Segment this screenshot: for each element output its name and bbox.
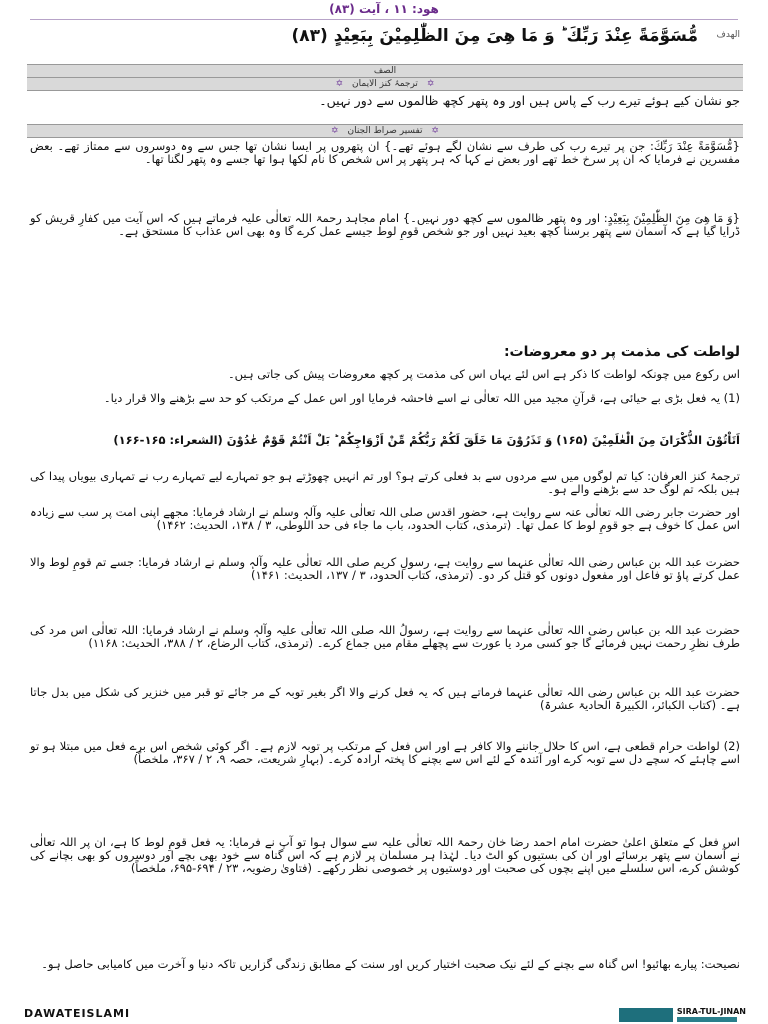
translation-text: جو نشان کیے ہوئے تیرے رب کے پاس ہیں اور وہ پتھر کچھ ظالموں سے دور نہیں۔ <box>319 93 740 108</box>
top-rule <box>30 19 738 20</box>
star-icon: ✡ <box>335 79 344 89</box>
band-tafseer <box>27 124 743 138</box>
section-heading: لواطت کی مذمت پر دو معروضات: <box>503 344 740 360</box>
surah-ayah-ref: ھود: ۱۱ ، آیت (۸۳) <box>329 2 439 16</box>
tafseer-para-7: نصیحت: پیارے بھائیو! اس گناہ سے بچنے کے لئے نیک صحبت اختیار کریں اور سنت کے مطابق زندگی گزاریں تاکہ دنیا و آخرت میں کامیابی حاصل ہو۔ <box>41 957 740 971</box>
tafseer-para-6: اس فعل کے متعلق اعلیٰ حضرت امام احمد رضا خان رحمۃ اللہ تعالٰی علیہ سے سوال ہوا تو آپ نے فرمایا: یہ فعل قومِ لوط کا ہے، ان پر اللہ تعالٰی نے آسمان سے پتھر برسائے اور ان کی بستیوں کو الٹ دیا۔ لہٰذا ہر مسلمان پر لازم ہے کہ اس گناہ سے خود بھی بچے اور دوسروں کو بھی بچانے کی کوشش کرے، اس سلسلے میں اپنے بچوں کی صحبت اور دوستیوں پر خصوصی نظر رکھے۔ (فتاویٰ رضویہ، ۲۳ / ۶۹۴-۶۹۵، ملخصاً) <box>30 835 740 875</box>
star-icon: ✡ <box>331 126 339 136</box>
sirat-ul-jinan-logo <box>619 1007 746 1022</box>
tafseer-para-3: اس رکوع میں چونکہ لواطت کا ذکر ہے اس لئے یہاں اس کی مذمت پر کچھ معروضات پیش کی جاتی ہیں۔ <box>227 367 740 381</box>
hadith-4: حضرت عبد اللہ بن عباس رضی اللہ تعالٰی عنہما فرماتے ہیں کہ یہ فعل کرنے والا اگر بغیر توبہ کے مر جائے تو قبر میں خنزیر کی شکل میں بدل جاتا ہے۔ (کتاب الکبائر، الکبیرۃ الحادیۃ عشرۃ) <box>30 685 740 712</box>
hadith-3: حضرت عبد اللہ بن عباس رضی اللہ تعالٰی عنہما سے روایت ہے، رسولُ اللہ صلی اللہ تعالٰی علیہ وآلہٖ وسلم نے ارشاد فرمایا: اللہ تعالٰی اس مرد کی طرف نظرِ رحمت نہیں فرمائے گا جو کسی مرد یا عورت سے پچھلے مقام میں جماع کرے۔ (ترمذی، کتاب الرضاع، ۲ / ۳۸۸، الحدیث: ۱۱۶۸) <box>30 623 740 650</box>
star-icon: ✡ <box>431 126 439 136</box>
tafseer-para-4: (1) یہ فعل بڑی بے حیائی ہے، قرآنِ مجید میں اللہ تعالٰی نے اسے فاحشہ فرمایا اور اس عمل کے مرتکب کو حد سے بڑھنے والا قرار دیا۔ <box>103 391 740 405</box>
quran-quote: اَتَاْتُوْنَ الذُّكْرَانَ مِنَ الْعٰلَمِیْنَ (۱۶۵) وَ تَذَرُوْنَ مَا خَلَقَ لَكُمْ رَبُّكُمْ مِّنْ اَزْوَاجِكُمْ ؕ بَلْ اَنْتُمْ قَوْمٌ عٰدُوْنَ (الشعراء: ۱۶۵-۱۶۶) <box>113 433 740 447</box>
logo-text: SIRA-TUL-JINAN <box>676 1007 746 1016</box>
tafseer-para-5: (2) لواطت حرام قطعی ہے، اس کا حلال جاننے والا کافر ہے اور اس فعل کے مرتکب پر توبہ لازم ہے۔ اگر کوئی شخص اس برے فعل میں مبتلا ہو تو اسے چاہئے کہ سچے دل سے توبہ کرے اور آئندہ کے لئے اس سے بچنے کا پختہ ارادہ کرے۔ (بہارِ شریعت، حصہ ۹، ۲ / ۳۶۷، ملخصاً) <box>30 739 740 766</box>
hadith-1: اور حضرت جابر رضی اللہ تعالٰی عنہ سے روایت ہے، حضور اقدس صلی اللہ تعالٰی علیہ وآلہٖ وسلم نے ارشاد فرمایا: مجھے اپنی امت پر سب سے زیادہ اس عمل کا خوف ہے جو قومِ لوط کا عمل تھا۔ (ترمذی، کتاب الحدود، باب ما جاء فی حد اللوطی، ۳ / ۱۳۸، الحدیث: ۱۴۶۲) <box>30 505 740 532</box>
hadith-2: حضرت عبد اللہ بن عباس رضی اللہ تعالٰی عنہما سے روایت ہے، رسولِ کریم صلی اللہ تعالٰی علیہ وآلہٖ وسلم نے ارشاد فرمایا: جسے تم قومِ لوط والا عمل کرتے پاؤ تو فاعل اور مفعول دونوں کو قتل کر دو۔ (ترمذی، کتاب الحدود، ۳ / ۱۳۷، الحدیث: ۱۴۶۱) <box>30 555 740 582</box>
ayah-tag: الهدف <box>716 30 740 40</box>
ayah-arabic: مُّسَوَّمَةً عِنْدَ رَبِّكَ ؕ وَ مَا هِیَ مِنَ الظّٰلِمِیْنَ بِبَعِیْدٍ (۸۳) <box>291 26 698 46</box>
quran-translation: ترجمۂ کنز العرفان: کیا تم لوگوں میں سے مردوں سے بد فعلی کرتے ہو؟ اور تم انہیں چھوڑتے ہو جو تمہارے لیے تمہارے رب نے تمہاری بیویاں پیدا کی ہیں بلکہ تم لوگ حد سے بڑھنے والے ہو۔ <box>30 469 740 496</box>
band-tafseer-text: تفسیر صراط الجنان <box>347 126 423 136</box>
logo-underline <box>677 1017 737 1022</box>
band-title-text: الصف <box>373 66 397 76</box>
star-icon: ✡ <box>426 79 435 89</box>
band-kanzul-iman <box>27 77 743 91</box>
logo-mark-icon <box>619 1008 673 1022</box>
dawateislami-logo: DAWATEISLAMI <box>24 1007 131 1020</box>
tafseer-para-1: {مُّسَوَّمَةً عِنْدَ رَبِّكَ: جن پر تیرے رب کی طرف سے نشان لگے ہوئے تھے۔} ان پتھروں پر ایسا نشان تھا جس سے وہ دوسروں سے ممتاز تھے۔ بعض مفسرین نے فرمایا کہ ان پر سرخ خط تھے اور بعض نے کہا کہ ہر پتھر پر اس شخص کا نام لکھا ہوا تھا جسے وہ پتھر لگنا تھا۔ <box>30 139 740 166</box>
band-title <box>27 64 743 78</box>
tafseer-para-2: {وَ مَا هِیَ مِنَ الظّٰلِمِیْنَ بِبَعِیْدٍ: اور وہ پتھر ظالموں سے کچھ دور نہیں۔} امام مجاہد رحمۃ اللہ تعالٰی علیہ فرماتے ہیں کہ اس آیت میں کفارِ قریش کو ڈرایا گیا ہے کہ آسمان سے پتھر برسنا کچھ بعید نہیں اور جو شخص قومِ لوط جیسے عمل کرے گا وہ بھی اس عذاب کا مستحق ہے۔ <box>30 211 740 238</box>
band-kanzul-iman-text: ترجمۂ کنز الایمان <box>352 79 418 89</box>
